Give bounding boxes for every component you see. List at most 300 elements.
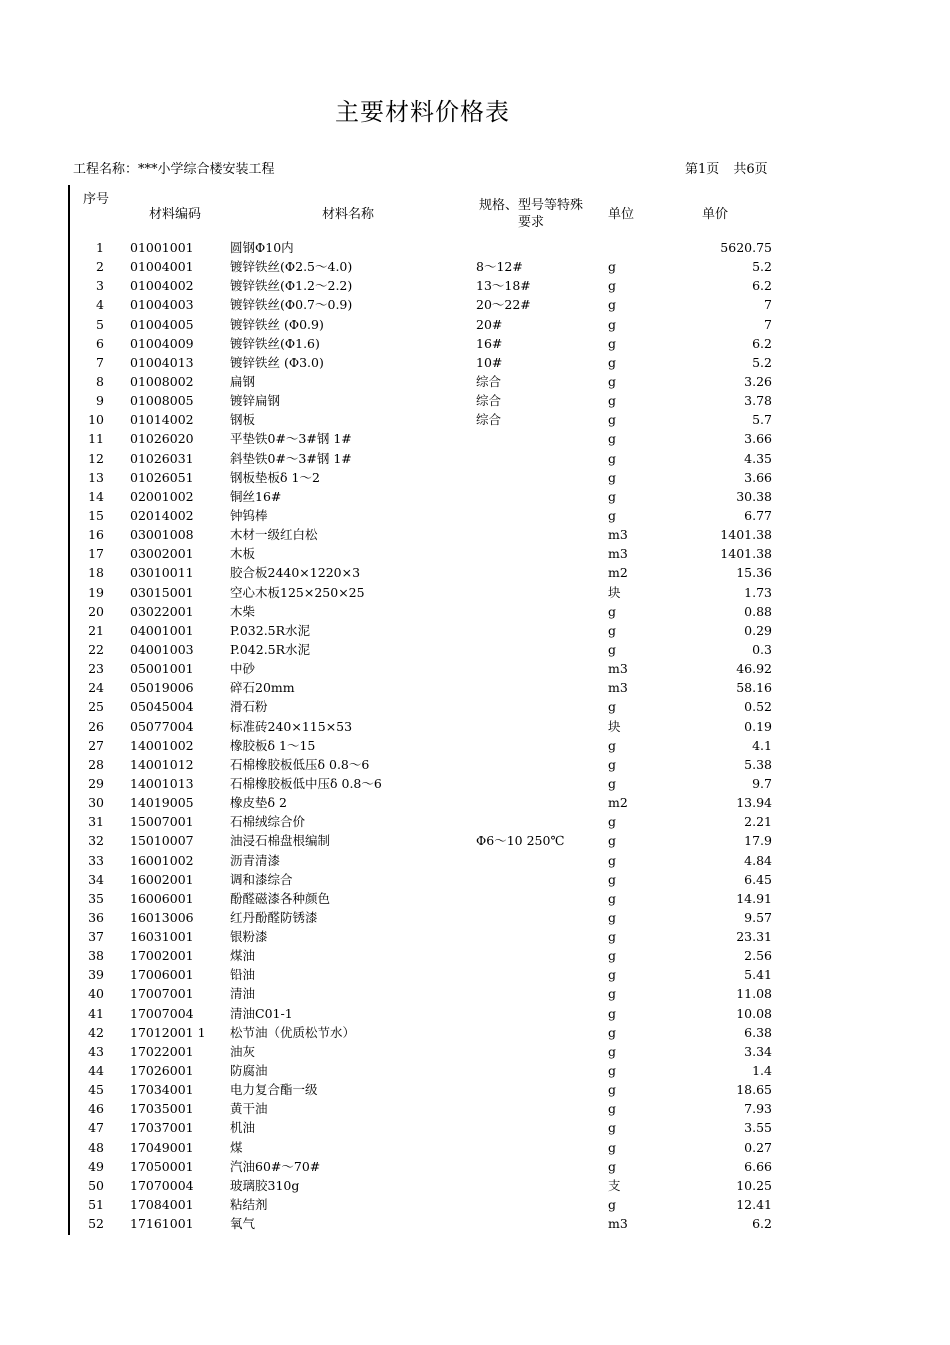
cell-name: 铜丝16# — [230, 488, 282, 504]
cell-code: 01004003 — [130, 297, 194, 313]
table-row — [0, 544, 950, 563]
cell-seq: 48 — [88, 1139, 104, 1155]
cell-code: 05019006 — [130, 680, 194, 696]
cell-name: 玻璃胶310g — [230, 1177, 300, 1193]
cell-code: 17022001 — [130, 1043, 194, 1059]
cell-seq: 35 — [88, 890, 104, 906]
cell-name: 油浸石棉盘根编制 — [230, 833, 331, 849]
cell-unit: g — [608, 909, 617, 925]
cell-code: 01008002 — [130, 373, 194, 389]
cell-seq: 40 — [88, 986, 104, 1002]
table-row — [0, 755, 950, 774]
cell-code: 01008005 — [130, 393, 194, 409]
cell-unit: g — [608, 488, 617, 504]
cell-unit: g — [608, 507, 617, 523]
table-row — [0, 678, 950, 697]
cell-seq: 2 — [96, 259, 104, 275]
cell-name: 镀锌铁丝(Φ1.2～2.2) — [230, 278, 353, 294]
cell-name: 机油 — [230, 1120, 256, 1136]
cell-unit: g — [608, 1120, 617, 1136]
cell-unit: g — [608, 278, 617, 294]
cell-seq: 8 — [96, 373, 104, 389]
cell-seq: 27 — [88, 737, 104, 753]
cell-code: 15007001 — [130, 814, 194, 830]
cell-seq: 44 — [88, 1063, 104, 1079]
cell-code: 17026001 — [130, 1063, 194, 1079]
cell-seq: 20 — [88, 603, 104, 619]
cell-price: 5620.75 — [720, 240, 772, 255]
cell-price: 4.1 — [752, 737, 772, 753]
cell-name: 滑石粉 — [230, 699, 268, 715]
cell-spec: 综合 — [476, 393, 502, 409]
table-row — [0, 583, 950, 602]
cell-name: 石棉橡胶板低中压δ 0.8～6 — [230, 775, 382, 791]
cell-seq: 4 — [96, 297, 104, 313]
cell-price: 5.2 — [752, 354, 772, 370]
table-row — [0, 506, 950, 525]
table-row — [0, 1214, 950, 1233]
cell-name: 松节油（优质松节水） — [230, 1024, 356, 1040]
header-price: 单价 — [702, 207, 729, 222]
table-row — [0, 257, 950, 276]
table-row — [0, 334, 950, 353]
cell-code: 01004001 — [130, 259, 194, 275]
cell-seq: 3 — [96, 278, 104, 294]
cell-code: 17049001 — [130, 1139, 194, 1155]
cell-unit: 块 — [608, 584, 621, 600]
cell-unit: 支 — [608, 1177, 621, 1193]
cell-unit: m3 — [608, 680, 628, 696]
cell-name: 石棉绒综合价 — [230, 814, 306, 830]
cell-seq: 41 — [88, 1005, 104, 1021]
table-row — [0, 984, 950, 1003]
cell-unit: g — [608, 297, 617, 313]
cell-code: 14001013 — [130, 775, 194, 791]
table-row — [0, 697, 950, 716]
cell-seq: 39 — [88, 967, 104, 983]
cell-price: 11.08 — [736, 986, 772, 1002]
table-row — [0, 736, 950, 755]
cell-price: 23.31 — [736, 929, 772, 945]
cell-seq: 26 — [88, 718, 104, 734]
cell-unit: g — [608, 833, 617, 849]
cell-name: 铅油 — [230, 967, 256, 983]
cell-seq: 45 — [88, 1082, 104, 1098]
cell-unit: g — [608, 1158, 617, 1174]
table-row — [0, 1004, 950, 1023]
cell-price: 12.41 — [736, 1197, 772, 1213]
cell-unit: g — [608, 469, 617, 485]
cell-price: 1.4 — [752, 1063, 772, 1079]
cell-price: 4.35 — [744, 450, 772, 466]
cell-unit: g — [608, 259, 617, 275]
cell-spec: 20# — [476, 316, 503, 332]
cell-seq: 34 — [88, 871, 104, 887]
cell-name: 镀锌铁丝 (Φ0.9) — [230, 316, 324, 332]
cell-unit: g — [608, 641, 617, 657]
table-row — [0, 468, 950, 487]
cell-name: 斜垫铁0#～3#钢 1# — [230, 450, 352, 466]
cell-name: 煤 — [230, 1139, 243, 1155]
cell-code: 01014002 — [130, 412, 194, 428]
cell-name: 清油 — [230, 986, 256, 1002]
cell-code: 17037001 — [130, 1120, 194, 1136]
cell-code: 17050001 — [130, 1158, 194, 1174]
cell-price: 1.73 — [744, 584, 772, 600]
cell-seq: 17 — [88, 546, 104, 562]
cell-unit: g — [608, 1024, 617, 1040]
cell-unit: g — [608, 699, 617, 715]
cell-unit: g — [608, 814, 617, 830]
project-name: 工程名称：***小学综合楼安装工程 — [73, 162, 275, 177]
cell-unit: g — [608, 967, 617, 983]
cell-seq: 18 — [88, 565, 104, 581]
cell-code: 17034001 — [130, 1082, 194, 1098]
cell-price: 9.57 — [744, 909, 772, 925]
cell-seq: 51 — [88, 1197, 104, 1213]
cell-seq: 7 — [96, 354, 104, 370]
cell-unit: g — [608, 373, 617, 389]
cell-name: 胶合板2440×1220×3 — [230, 565, 361, 581]
cell-price: 6.38 — [744, 1024, 772, 1040]
cell-price: 9.7 — [752, 775, 772, 791]
cell-unit: g — [608, 986, 617, 1002]
cell-code: 03010011 — [130, 565, 194, 581]
cell-seq: 29 — [88, 775, 104, 791]
cell-name: 圆钢Φ10内 — [230, 240, 294, 255]
cell-name: 清油C01-1 — [230, 1005, 293, 1021]
header-spec: 规格、型号等特殊要求 — [478, 198, 583, 230]
table-row — [0, 487, 950, 506]
header-seq: 序号 — [83, 192, 110, 207]
cell-price: 15.36 — [736, 565, 772, 581]
cell-price: 1401.38 — [720, 546, 772, 562]
cell-price: 6.66 — [744, 1158, 772, 1174]
cell-price: 5.7 — [752, 412, 772, 428]
table-row — [0, 1023, 950, 1042]
cell-code: 16002001 — [130, 871, 194, 887]
cell-seq: 12 — [88, 450, 104, 466]
cell-unit: m3 — [608, 527, 628, 543]
cell-code: 17007004 — [130, 1005, 194, 1021]
cell-code: 17035001 — [130, 1101, 194, 1117]
table-row — [0, 812, 950, 831]
cell-name: 煤油 — [230, 948, 256, 964]
cell-code: 03002001 — [130, 546, 194, 562]
cell-code: 14001012 — [130, 756, 194, 772]
cell-code: 16001002 — [130, 852, 194, 868]
cell-code: 16006001 — [130, 890, 194, 906]
table-row — [0, 372, 950, 391]
cell-price: 30.38 — [736, 488, 772, 504]
cell-price: 18.65 — [736, 1082, 772, 1098]
cell-seq: 52 — [88, 1216, 104, 1232]
cell-seq: 16 — [88, 527, 104, 543]
cell-code: 17070004 — [130, 1177, 194, 1193]
cell-unit: g — [608, 737, 617, 753]
cell-unit: g — [608, 603, 617, 619]
cell-name: 钢板垫板δ 1～2 — [230, 469, 320, 485]
cell-seq: 5 — [96, 316, 104, 332]
cell-name: 黄干油 — [230, 1101, 268, 1117]
cell-price: 0.19 — [744, 718, 772, 734]
cell-price: 0.27 — [744, 1139, 772, 1155]
cell-name: 调和漆综合 — [230, 871, 293, 887]
cell-price: 3.66 — [744, 431, 772, 447]
cell-code: 01001001 — [130, 240, 194, 255]
header-code: 材料编码 — [149, 207, 202, 222]
table-row — [0, 1176, 950, 1195]
cell-unit: 块 — [608, 718, 621, 734]
cell-name: 氧气 — [230, 1216, 256, 1232]
table-row — [0, 1080, 950, 1099]
table-row — [0, 238, 950, 257]
cell-price: 0.52 — [744, 699, 772, 715]
cell-code: 04001003 — [130, 641, 194, 657]
table-row — [0, 851, 950, 870]
cell-price: 6.2 — [752, 278, 772, 294]
table-row — [0, 391, 950, 410]
cell-seq: 49 — [88, 1158, 104, 1174]
cell-name: 空心木板125×250×25 — [230, 584, 365, 600]
cell-price: 6.2 — [752, 335, 772, 351]
cell-unit: g — [608, 871, 617, 887]
table-row — [0, 831, 950, 850]
cell-seq: 43 — [88, 1043, 104, 1059]
cell-name: 平垫铁0#～3#钢 1# — [230, 431, 352, 447]
table-row — [0, 315, 950, 334]
cell-price: 5.2 — [752, 259, 772, 275]
table-row — [0, 410, 950, 429]
cell-name: 钢板 — [230, 412, 256, 428]
cell-spec: 综合 — [476, 373, 502, 389]
cell-unit: g — [608, 756, 617, 772]
cell-code: 02001002 — [130, 488, 194, 504]
table-row — [0, 276, 950, 295]
cell-seq: 15 — [88, 507, 104, 523]
cell-seq: 37 — [88, 929, 104, 945]
cell-price: 7.93 — [744, 1101, 772, 1117]
cell-unit: g — [608, 393, 617, 409]
header-unit: 单位 — [608, 207, 635, 222]
cell-name: 镀锌铁丝(Φ0.7～0.9) — [230, 297, 353, 313]
table-row — [0, 870, 950, 889]
cell-name: 防腐油 — [230, 1063, 268, 1079]
cell-name: 橡皮垫δ 2 — [230, 795, 287, 811]
cell-name: 汽油60#～70# — [230, 1158, 321, 1174]
cell-seq: 10 — [88, 412, 104, 428]
table-row — [0, 946, 950, 965]
table-row — [0, 429, 950, 448]
cell-price: 3.55 — [744, 1120, 772, 1136]
table-row — [0, 640, 950, 659]
cell-price: 13.94 — [736, 795, 772, 811]
table-row — [0, 563, 950, 582]
table-row — [0, 1195, 950, 1214]
cell-price: 2.56 — [744, 948, 772, 964]
cell-name: 标准砖240×115×53 — [230, 718, 353, 734]
cell-price: 3.66 — [744, 469, 772, 485]
cell-name: 酚醛磁漆各种颜色 — [230, 890, 331, 906]
cell-spec: 13～18# — [476, 278, 531, 294]
cell-price: 0.29 — [744, 622, 772, 638]
cell-unit: g — [608, 1063, 617, 1079]
cell-name: 扁钢 — [230, 373, 256, 389]
cell-code: 17007001 — [130, 986, 194, 1002]
table-row — [0, 659, 950, 678]
cell-code: 16031001 — [130, 929, 194, 945]
page-indicator: 第1页 共6页 — [685, 162, 768, 177]
cell-seq: 14 — [88, 488, 104, 504]
cell-unit: g — [608, 929, 617, 945]
cell-seq: 19 — [88, 584, 104, 600]
cell-name: 木板 — [230, 546, 256, 562]
cell-unit: g — [608, 450, 617, 466]
cell-price: 7 — [764, 297, 772, 313]
cell-seq: 25 — [88, 699, 104, 715]
cell-price: 4.84 — [744, 852, 772, 868]
cell-price: 7 — [764, 316, 772, 332]
cell-unit: m2 — [608, 565, 628, 581]
cell-spec: 综合 — [476, 412, 502, 428]
cell-name: 红丹酚醛防锈漆 — [230, 909, 318, 925]
table-row — [0, 295, 950, 314]
table-row — [0, 1099, 950, 1118]
cell-price: 6.2 — [752, 1216, 772, 1232]
cell-seq: 50 — [88, 1177, 104, 1193]
cell-spec: 20～22# — [476, 297, 531, 313]
cell-code: 01026031 — [130, 450, 194, 466]
cell-name: 钟钨棒 — [230, 507, 268, 523]
cell-code: 17012001 1 — [130, 1024, 206, 1040]
cell-price: 10.25 — [736, 1177, 772, 1193]
cell-code: 02014002 — [130, 507, 194, 523]
cell-name: 碎石20mm — [230, 680, 295, 696]
cell-unit: g — [608, 1005, 617, 1021]
table-row — [0, 449, 950, 468]
cell-code: 01026051 — [130, 469, 194, 485]
cell-price: 6.77 — [744, 507, 772, 523]
cell-name: 木柴 — [230, 603, 256, 619]
cell-unit: g — [608, 354, 617, 370]
cell-seq: 23 — [88, 661, 104, 677]
cell-spec: 8～12# — [476, 259, 523, 275]
cell-unit: m2 — [608, 795, 628, 811]
cell-price: 2.21 — [744, 814, 772, 830]
cell-seq: 46 — [88, 1101, 104, 1117]
cell-code: 01004002 — [130, 278, 194, 294]
cell-name: 银粉漆 — [230, 929, 268, 945]
cell-price: 1401.38 — [720, 527, 772, 543]
cell-seq: 38 — [88, 948, 104, 964]
cell-code: 01004009 — [130, 335, 194, 351]
cell-unit: m3 — [608, 1216, 628, 1232]
cell-spec: Φ6～10 250℃ — [476, 833, 565, 849]
cell-code: 17006001 — [130, 967, 194, 983]
cell-price: 3.34 — [744, 1043, 772, 1059]
cell-seq: 31 — [88, 814, 104, 830]
cell-unit: g — [608, 948, 617, 964]
cell-code: 17161001 — [130, 1216, 194, 1232]
cell-code: 05077004 — [130, 718, 194, 734]
cell-code: 16013006 — [130, 909, 194, 925]
table-row — [0, 1157, 950, 1176]
cell-code: 17002001 — [130, 948, 194, 964]
cell-seq: 13 — [88, 469, 104, 485]
cell-price: 5.41 — [744, 967, 772, 983]
cell-unit: g — [608, 890, 617, 906]
cell-name: 镀锌铁丝(Φ2.5～4.0) — [230, 259, 353, 275]
cell-spec: 16# — [476, 335, 503, 351]
cell-seq: 32 — [88, 833, 104, 849]
cell-unit: g — [608, 316, 617, 332]
table-row — [0, 1061, 950, 1080]
cell-code: 15010007 — [130, 833, 194, 849]
cell-name: 镀锌铁丝(Φ1.6) — [230, 335, 320, 351]
cell-price: 0.3 — [752, 641, 772, 657]
table-row — [0, 908, 950, 927]
cell-code: 05001001 — [130, 661, 194, 677]
cell-unit: g — [608, 1101, 617, 1117]
cell-name: 镀锌铁丝 (Φ3.0) — [230, 354, 324, 370]
cell-seq: 33 — [88, 852, 104, 868]
cell-price: 17.9 — [744, 833, 772, 849]
table-row — [0, 965, 950, 984]
cell-name: P.032.5R水泥 — [230, 622, 311, 638]
cell-seq: 22 — [88, 641, 104, 657]
cell-unit: g — [608, 335, 617, 351]
table-row — [0, 602, 950, 621]
cell-name: 木材一级红白松 — [230, 527, 318, 543]
cell-seq: 24 — [88, 680, 104, 696]
cell-seq: 11 — [88, 431, 104, 447]
table-row — [0, 774, 950, 793]
cell-price: 58.16 — [736, 680, 772, 696]
cell-unit: g — [608, 622, 617, 638]
cell-price: 46.92 — [736, 661, 772, 677]
cell-name: 镀锌扁钢 — [230, 393, 281, 409]
cell-code: 01026020 — [130, 431, 194, 447]
table-row — [0, 525, 950, 544]
cell-spec: 10# — [476, 354, 503, 370]
cell-name: 橡胶板δ 1～15 — [230, 737, 316, 753]
cell-seq: 6 — [96, 335, 104, 351]
cell-seq: 21 — [88, 622, 104, 638]
cell-seq: 47 — [88, 1120, 104, 1136]
table-row — [0, 793, 950, 812]
table-row — [0, 1138, 950, 1157]
cell-unit: g — [608, 852, 617, 868]
cell-unit: g — [608, 431, 617, 447]
cell-seq: 42 — [88, 1024, 104, 1040]
cell-name: 油灰 — [230, 1043, 256, 1059]
cell-seq: 36 — [88, 909, 104, 925]
cell-name: 粘结剂 — [230, 1197, 268, 1213]
cell-price: 0.88 — [744, 603, 772, 619]
table-row — [0, 621, 950, 640]
cell-code: 03022001 — [130, 603, 194, 619]
cell-price: 14.91 — [736, 890, 772, 906]
cell-seq: 30 — [88, 795, 104, 811]
table-row — [0, 1042, 950, 1061]
cell-code: 04001001 — [130, 622, 194, 638]
cell-price: 3.26 — [744, 373, 772, 389]
cell-seq: 28 — [88, 756, 104, 772]
cell-name: 中砂 — [230, 661, 256, 677]
cell-seq: 1 — [96, 240, 104, 255]
cell-name: 电力复合酯一级 — [230, 1082, 318, 1098]
cell-code: 14001002 — [130, 737, 194, 753]
